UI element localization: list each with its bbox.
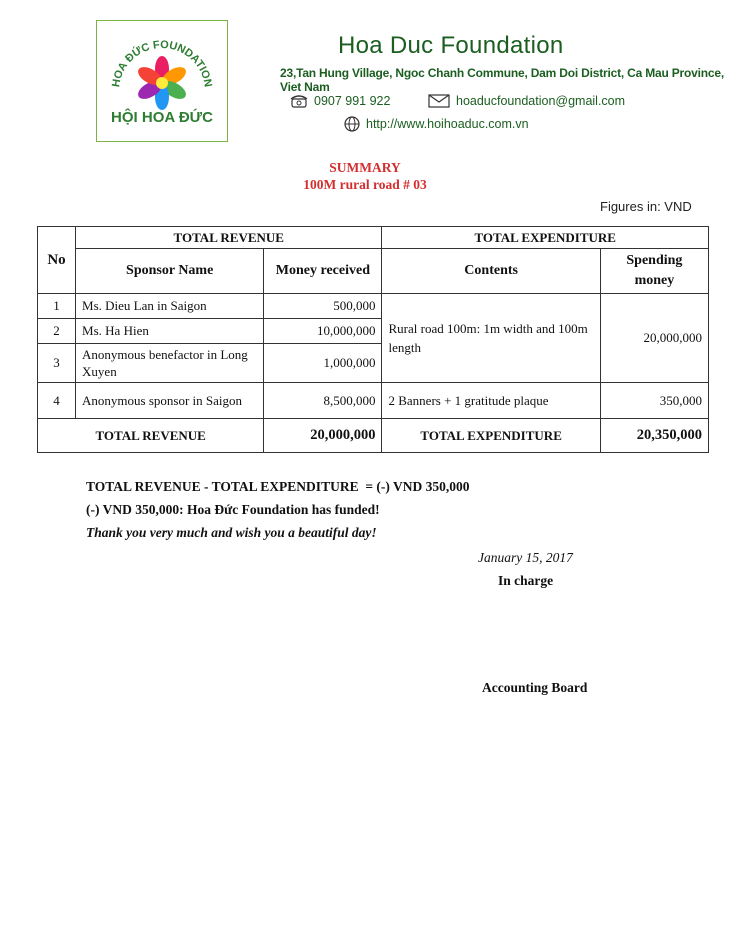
summary-title: SUMMARY (329, 160, 401, 175)
total-revenue-value: 20,000,000 (264, 419, 382, 453)
header-sponsor-name: Sponsor Name (76, 249, 264, 294)
phone-contact (290, 94, 390, 108)
table-row (38, 294, 709, 319)
expense-contents: Rural road 100m: 1m width and 100m length (382, 294, 600, 383)
row-money: 500,000 (264, 294, 382, 319)
website-link[interactable]: http://www.hoihoaduc.com.vn (366, 117, 529, 131)
header-no: No (38, 227, 76, 294)
row-money: 10,000,000 (264, 319, 382, 344)
email-contact (428, 94, 625, 108)
row-no: 3 (38, 344, 76, 383)
logo-bottom-text: HỘI HOA ĐỨC (111, 109, 213, 126)
row-money: 8,500,000 (264, 383, 382, 419)
document-date: January 15, 2017 (478, 550, 573, 565)
summary-table (37, 226, 709, 453)
website-contact (344, 116, 529, 132)
org-address: 23,Tan Hung Village, Ngoc Chanh Commune, Dam Doi District, Ca Mau Province, Viet Nam (280, 66, 724, 94)
phone-number: 0907 991 922 (314, 94, 391, 108)
signer-name: Accounting Board (482, 680, 588, 695)
header-spending-money: Spending money (600, 249, 708, 294)
thanks-line: Thank you very much and wish you a beautiful day! (86, 525, 377, 540)
project-title: 100M rural road # 03 (303, 177, 427, 192)
header-total-expenditure: TOTAL EXPENDITURE (382, 227, 709, 249)
email-address[interactable]: hoaducfoundation@gmail.com (456, 94, 626, 108)
foundation-logo (96, 20, 228, 142)
row-sponsor: Anonymous sponsor in Saigon (76, 383, 264, 419)
total-expenditure-label: TOTAL EXPENDITURE (382, 419, 600, 453)
logo-arc-text: HOA ĐỨC FOUNDATION (110, 38, 214, 88)
table-row (38, 383, 709, 419)
envelope-icon (428, 94, 450, 108)
org-name: Hoa Duc Foundation (338, 32, 564, 59)
row-no: 2 (38, 319, 76, 344)
balance-line: TOTAL REVENUE - TOTAL EXPENDITURE = (-) VND 350,000 (86, 479, 470, 494)
expense-amount: 350,000 (600, 383, 708, 419)
row-no: 4 (38, 383, 76, 419)
phone-icon (290, 94, 308, 108)
row-sponsor: Ms. Ha Hien (76, 319, 264, 344)
header-money-received: Money received (264, 249, 382, 294)
total-revenue-label: TOTAL REVENUE (38, 419, 264, 453)
row-no: 1 (38, 294, 76, 319)
header-total-revenue: TOTAL REVENUE (76, 227, 382, 249)
expense-amount: 20,000,000 (600, 294, 708, 383)
figures-unit: Figures in: VND (600, 199, 692, 214)
lotus-emblem-icon (97, 21, 227, 111)
globe-icon (344, 116, 360, 132)
row-money: 1,000,000 (264, 344, 382, 383)
funded-line: (-) VND 350,000: Hoa Đức Foundation has funded! (86, 502, 380, 517)
row-sponsor: Anonymous benefactor in Long Xuyen (76, 344, 264, 383)
in-charge-label: In charge (498, 573, 554, 588)
header-contents: Contents (382, 249, 600, 294)
expense-contents: 2 Banners + 1 gratitude plaque (382, 383, 600, 419)
totals-row (38, 419, 709, 453)
total-expenditure-value: 20,350,000 (600, 419, 708, 453)
row-sponsor: Ms. Dieu Lan in Saigon (76, 294, 264, 319)
